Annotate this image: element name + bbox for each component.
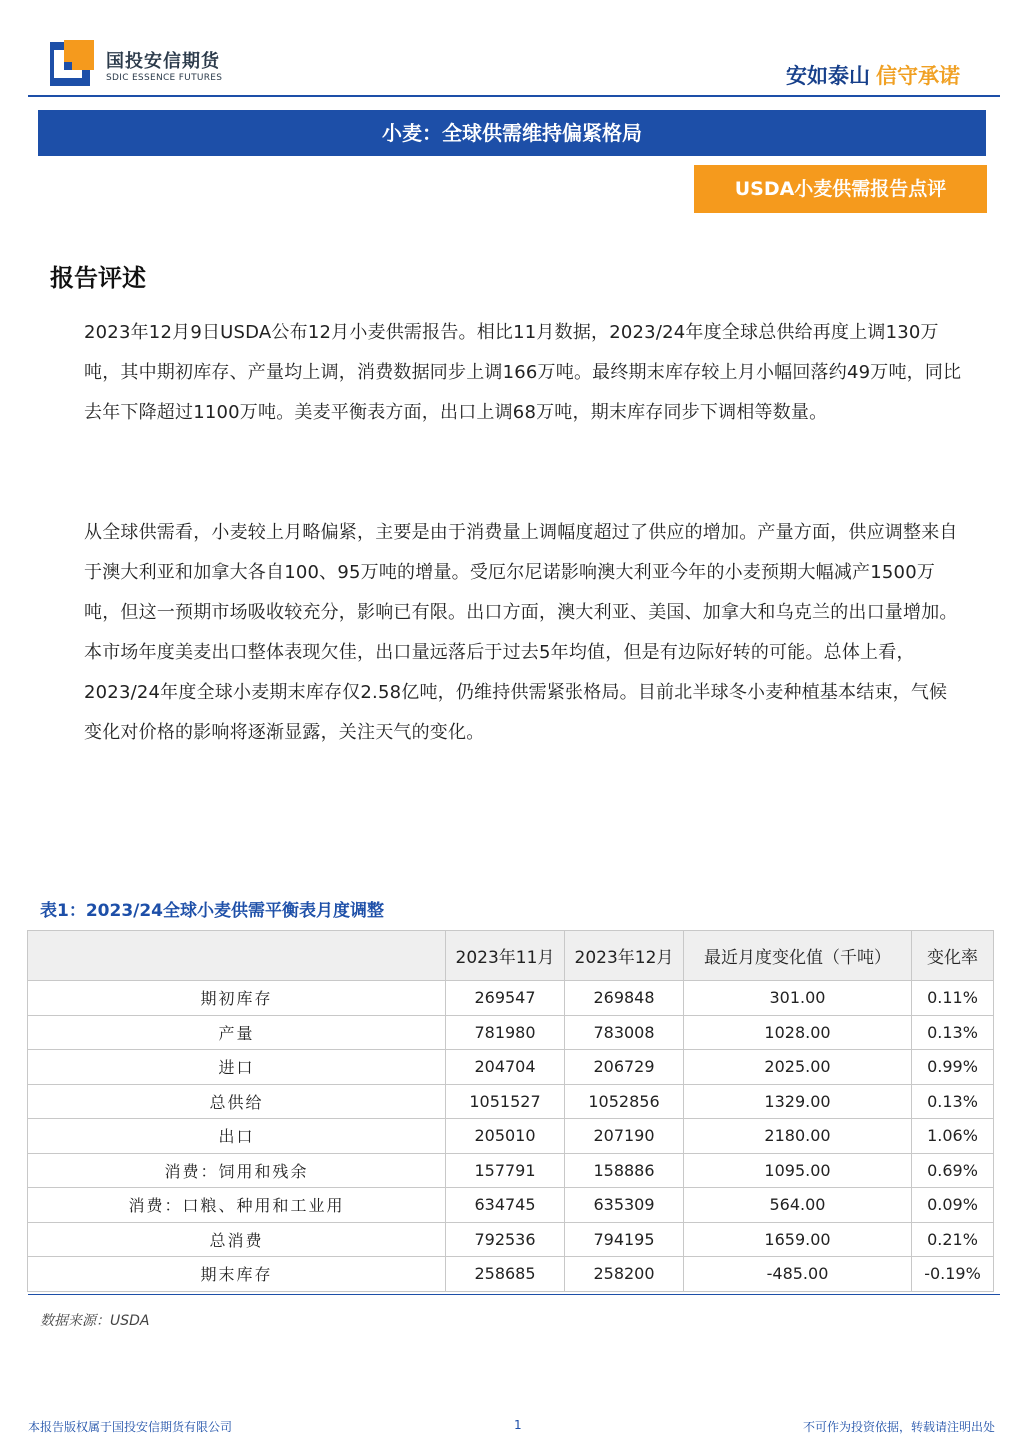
value-cell: 0.09% bbox=[912, 1188, 994, 1223]
section-heading: 报告评述 bbox=[50, 264, 146, 292]
paragraph-2: 从全球供需看，小麦较上月略偏紧，主要是由于消费量上调幅度超过了供应的增加。产量方面，供应调整来自于澳大利亚和加拿大各自100、95万吨的增量。受厄尔尼诺影响澳大利亚今年的小麦预期大幅减产1500万吨，但这一预期市场吸收较充分，影响已有限。出口方面，澳大利亚、美国、加拿大和乌克兰的出口量增加。本市场年度美麦出口整体表现欠佳，出口量远落后于过去5年均值，但是有边际好转的可能。总体上看，2023/24年度全球小麦期末库存仅2.58亿吨，仍维持供需紧张格局。目前北半球冬小麦种植基本结束，气候变化对价格的影响将逐渐显露，关注天气的变化。 bbox=[84, 522, 958, 743]
value-cell: 0.13% bbox=[912, 1084, 994, 1119]
footer-disclaimer: 不可作为投资依据，转载请注明出处 bbox=[802, 1420, 995, 1434]
logo-text-cn: 国投安信期货 bbox=[106, 51, 220, 72]
value-cell: 0.11% bbox=[912, 981, 994, 1016]
value-cell: 634745 bbox=[446, 1188, 565, 1223]
table-row bbox=[28, 1188, 994, 1223]
value-cell: 1051527 bbox=[446, 1084, 565, 1119]
row-label-cell: 期初库存 bbox=[28, 981, 446, 1016]
value-cell: 781980 bbox=[446, 1015, 565, 1050]
table-header-cell: 变化率 bbox=[912, 931, 994, 981]
row-label-cell: 消费：饲用和残余 bbox=[28, 1153, 446, 1188]
row-label-cell: 出口 bbox=[28, 1119, 446, 1154]
data-source: 数据来源：USDA bbox=[40, 1313, 150, 1329]
row-label-cell: 总供给 bbox=[28, 1084, 446, 1119]
value-cell: 258685 bbox=[446, 1257, 565, 1292]
table-header-cell: 最近月度变化值（千吨） bbox=[684, 931, 912, 981]
value-cell: 207190 bbox=[565, 1119, 684, 1154]
value-cell: 1329.00 bbox=[684, 1084, 912, 1119]
value-cell: 206729 bbox=[565, 1050, 684, 1085]
value-cell: 1052856 bbox=[565, 1084, 684, 1119]
table-row bbox=[28, 1084, 994, 1119]
company-logo bbox=[50, 40, 240, 90]
value-cell: 204704 bbox=[446, 1050, 565, 1085]
value-cell: 792536 bbox=[446, 1222, 565, 1257]
slogan-part2: 信守承诺 bbox=[876, 64, 960, 88]
table-row bbox=[28, 1153, 994, 1188]
value-cell: 783008 bbox=[565, 1015, 684, 1050]
report-title: 小麦：全球供需维持偏紧格局 bbox=[38, 110, 986, 156]
supply-demand-table bbox=[27, 930, 994, 1292]
value-cell: 1095.00 bbox=[684, 1153, 912, 1188]
value-cell: 0.21% bbox=[912, 1222, 994, 1257]
table-row bbox=[28, 1015, 994, 1050]
table-header-cell bbox=[28, 931, 446, 981]
table-row bbox=[28, 1257, 994, 1292]
value-cell: 0.99% bbox=[912, 1050, 994, 1085]
value-cell: 205010 bbox=[446, 1119, 565, 1154]
row-label-cell: 期末库存 bbox=[28, 1257, 446, 1292]
page-number: 1 bbox=[514, 1418, 522, 1432]
value-cell: 0.69% bbox=[912, 1153, 994, 1188]
value-cell: 0.13% bbox=[912, 1015, 994, 1050]
value-cell: 1659.00 bbox=[684, 1222, 912, 1257]
table-header-cell: 2023年11月 bbox=[446, 931, 565, 981]
value-cell: 1028.00 bbox=[684, 1015, 912, 1050]
slogan-part1: 安如泰山 bbox=[786, 64, 870, 88]
value-cell: 1.06% bbox=[912, 1119, 994, 1154]
value-cell: -0.19% bbox=[912, 1257, 994, 1292]
row-label-cell: 进口 bbox=[28, 1050, 446, 1085]
logo-text-en: SDIC ESSENCE FUTURES bbox=[106, 73, 223, 83]
table-row bbox=[28, 1222, 994, 1257]
value-cell: -485.00 bbox=[684, 1257, 912, 1292]
report-subtitle: USDA小麦供需报告点评 bbox=[694, 165, 987, 213]
table-row bbox=[28, 981, 994, 1016]
value-cell: 2025.00 bbox=[684, 1050, 912, 1085]
paragraph-1: 2023年12月9日USDA公布12月小麦供需报告。相比11月数据，2023/24年度全球总供给再度上调130万吨，其中期初库存、产量均上调，消费数据同步上调166万吨。最终期末库存较上月小幅回落约49万吨，同比去年下降超过1100万吨。美麦平衡表方面，出口上调68万吨，期末库存同步下调相等数量。 bbox=[84, 322, 962, 423]
value-cell: 564.00 bbox=[684, 1188, 912, 1223]
row-label-cell: 总消费 bbox=[28, 1222, 446, 1257]
logo-mark-icon bbox=[50, 40, 98, 88]
row-label-cell: 产量 bbox=[28, 1015, 446, 1050]
table-row bbox=[28, 1119, 994, 1154]
table-row bbox=[28, 1050, 994, 1085]
value-cell: 2180.00 bbox=[684, 1119, 912, 1154]
table-header-row bbox=[28, 931, 994, 981]
value-cell: 269848 bbox=[565, 981, 684, 1016]
value-cell: 258200 bbox=[565, 1257, 684, 1292]
value-cell: 635309 bbox=[565, 1188, 684, 1223]
row-label-cell: 消费：口粮、种用和工业用 bbox=[28, 1188, 446, 1223]
value-cell: 158886 bbox=[565, 1153, 684, 1188]
table-header-cell: 2023年12月 bbox=[565, 931, 684, 981]
footer-copyright: 本报告版权属于国投安信期货有限公司 bbox=[28, 1420, 233, 1434]
value-cell: 269547 bbox=[446, 981, 565, 1016]
value-cell: 301.00 bbox=[684, 981, 912, 1016]
table-caption: 表1：2023/24全球小麦供需平衡表月度调整 bbox=[40, 901, 385, 921]
value-cell: 794195 bbox=[565, 1222, 684, 1257]
header-divider bbox=[28, 95, 1000, 97]
slogan bbox=[786, 60, 960, 90]
source-divider bbox=[28, 1294, 1000, 1295]
value-cell: 157791 bbox=[446, 1153, 565, 1188]
